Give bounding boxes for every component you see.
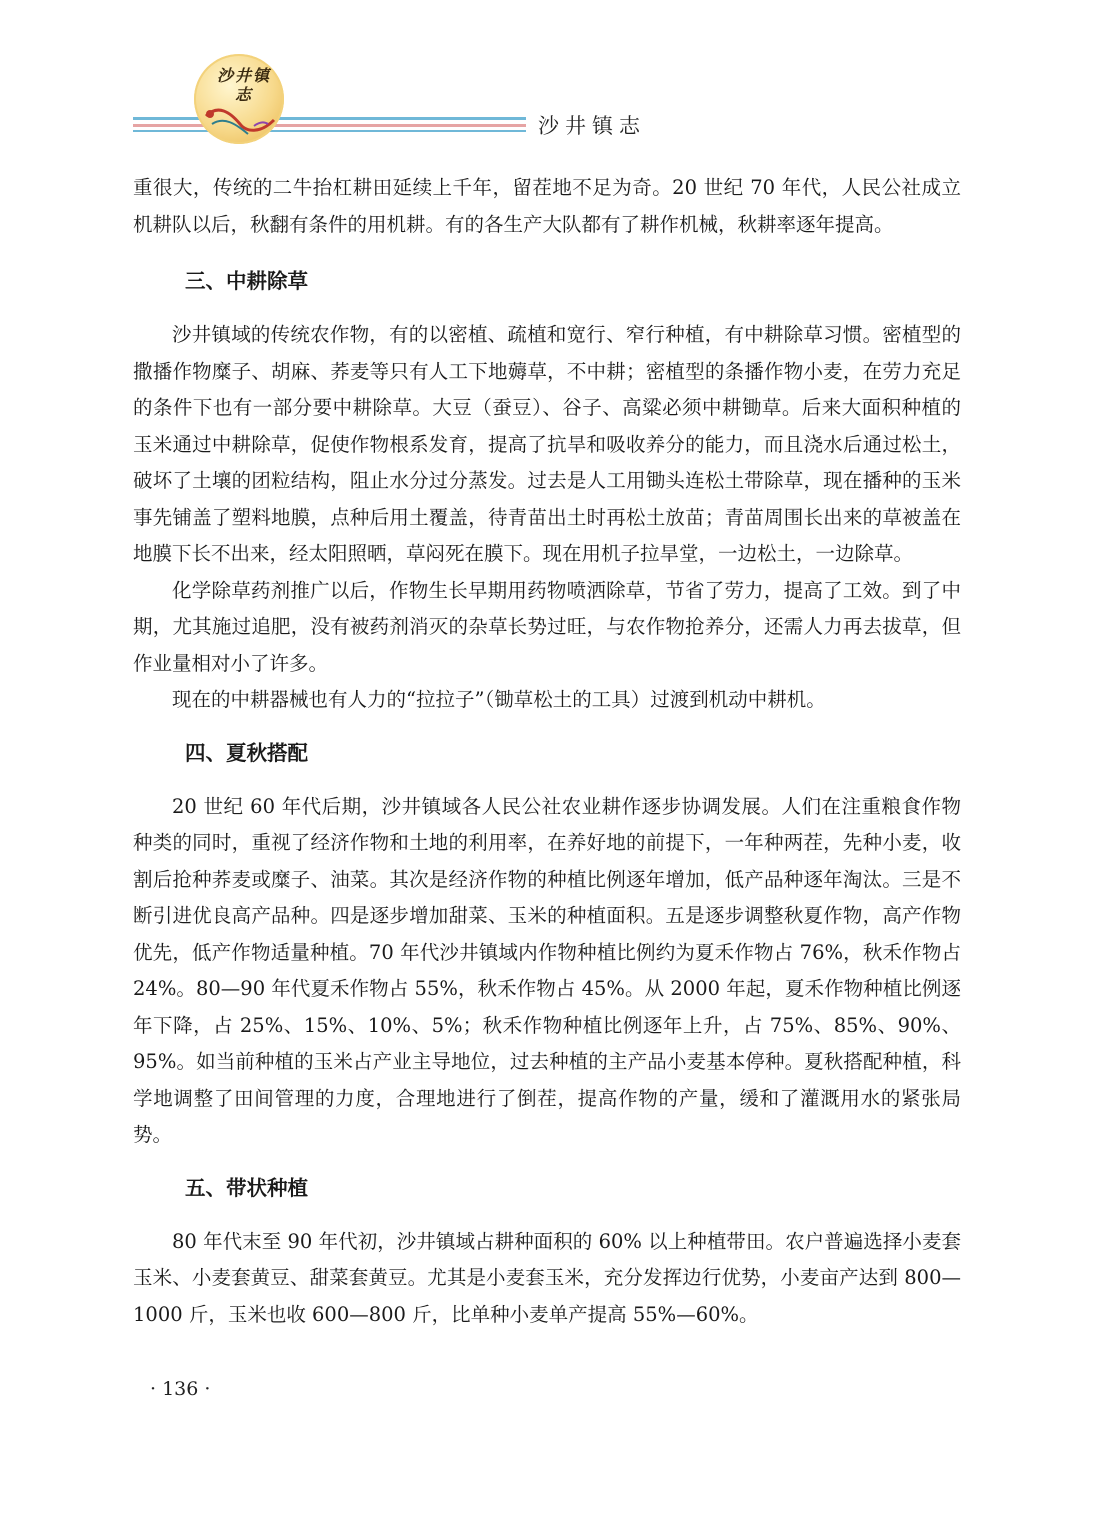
section-heading-strip-planting: 五、带状种植 [185,1175,308,1200]
page-header [0,0,1093,150]
header-rule-blue [133,117,526,120]
header-rule-pink [133,124,526,127]
section-heading-summer-autumn: 四、夏秋搭配 [185,740,308,765]
book-logo-emblem [194,54,284,144]
header-rule-blue-lower [133,130,526,132]
paragraph-weeding-2: 化学除草药剂推广以后，作物生长早期用药物喷洒除草，节省了劳力，提高了工效。到了中期，尤其施过追肥，没有被药剂消灭的杂草长势过旺，与农作物抢养分，还需人力再去拔草，但作业量相对小了许多。 [133,578,961,675]
logo-text: 沙井镇志 [216,66,271,104]
paragraph-continued: 重很大，传统的二牛抬杠耕田延续上千年，留茬地不足为奇。20 世纪 70 年代，人民公社成立机耕队以后，秋翻有条件的用机耕。有的各生产大队都有了耕作机械，秋耕率逐年提高。 [133,176,961,236]
page-body [133,170,961,1333]
paragraph-weeding-1: 沙井镇域的传统农作物，有的以密植、疏植和宽行、窄行种植，有中耕除草习惯。密植型的撒播作物糜子、胡麻、荞麦等只有人工下地薅草，不中耕；密植型的条播作物小麦，在劳力充足的条件下也有一部分要中耕除草。大豆（蚕豆）、谷子、高粱必须中耕锄草。后来大面积种植的玉米通过中耕除草，促使作物根系发育，提高了抗旱和吸收养分的能力，而且浇水后通过松土，破坏了土壤的团粒结构，阻止水分过分蒸发。过去是人工用锄头连松土带除草，现在播种的玉米事先铺盖了塑料地膜，点种后用土覆盖，待青苗出土时再松土放苗；青苗周围长出来的草被盖在地膜下长不出来，经太阳照晒，草闷死在膜下。现在用机子拉旱堂，一边松土，一边除草。 [133,323,961,565]
paragraph-summer-autumn: 20 世纪 60 年代后期，沙井镇域各人民公社农业耕作逐步协调发展。人们在注重粮食作物种类的同时，重视了经济作物和土地的利用率，在养好地的前提下，一年种两茬，先种小麦，收割后抢种荞麦或糜子、油菜。其次是经济作物的种植比例逐年增加，低产品种逐年淘汰。三是不断引进优良高产品种。四是逐步增加甜菜、玉米的种植面积。五是逐步调整秋夏作物，高产作物优先，低产作物适量种植。70 年代沙井镇域内作物种植比例约为夏禾作物占 76%，秋禾作物占 24%。80—90 年代夏禾作物占 55%，秋禾作物占 45%。从 2000 年起，夏禾作物种植比例逐年下降，占 25%、15%、10%、5%；秋禾作物种植比例逐年上升，占 75%、85%、90%、95%。如当前种植的玉米占产业主导地位，过去种植的主产品小麦基本停种。夏秋搭配种植，科学地调整了田间管理的力度，合理地进行了倒茬，提高作物的产量，缓和了灌溉用水的紧张局势。 [133,794,961,1146]
section-heading-weeding: 三、中耕除草 [185,269,308,293]
paragraph-strip-planting: 80 年代末至 90 年代初，沙井镇域占耕种面积的 60% 以上种植带田。农户普遍选择小麦套玉米、小麦套黄豆、甜菜套黄豆。尤其是小麦套玉米，充分发挥边行优势，小麦亩产达到 800—1000 斤，玉米也收 600—800 斤，比单种小麦单产提高 55%—60%。 [133,1229,961,1326]
page-number: · 136 · [150,1378,211,1400]
running-title: 沙井镇志 [538,114,646,138]
paragraph-weeding-3: 现在的中耕器械也有人力的“拉拉子”（锄草松土的工具）过渡到机动中耕机。 [172,688,826,711]
